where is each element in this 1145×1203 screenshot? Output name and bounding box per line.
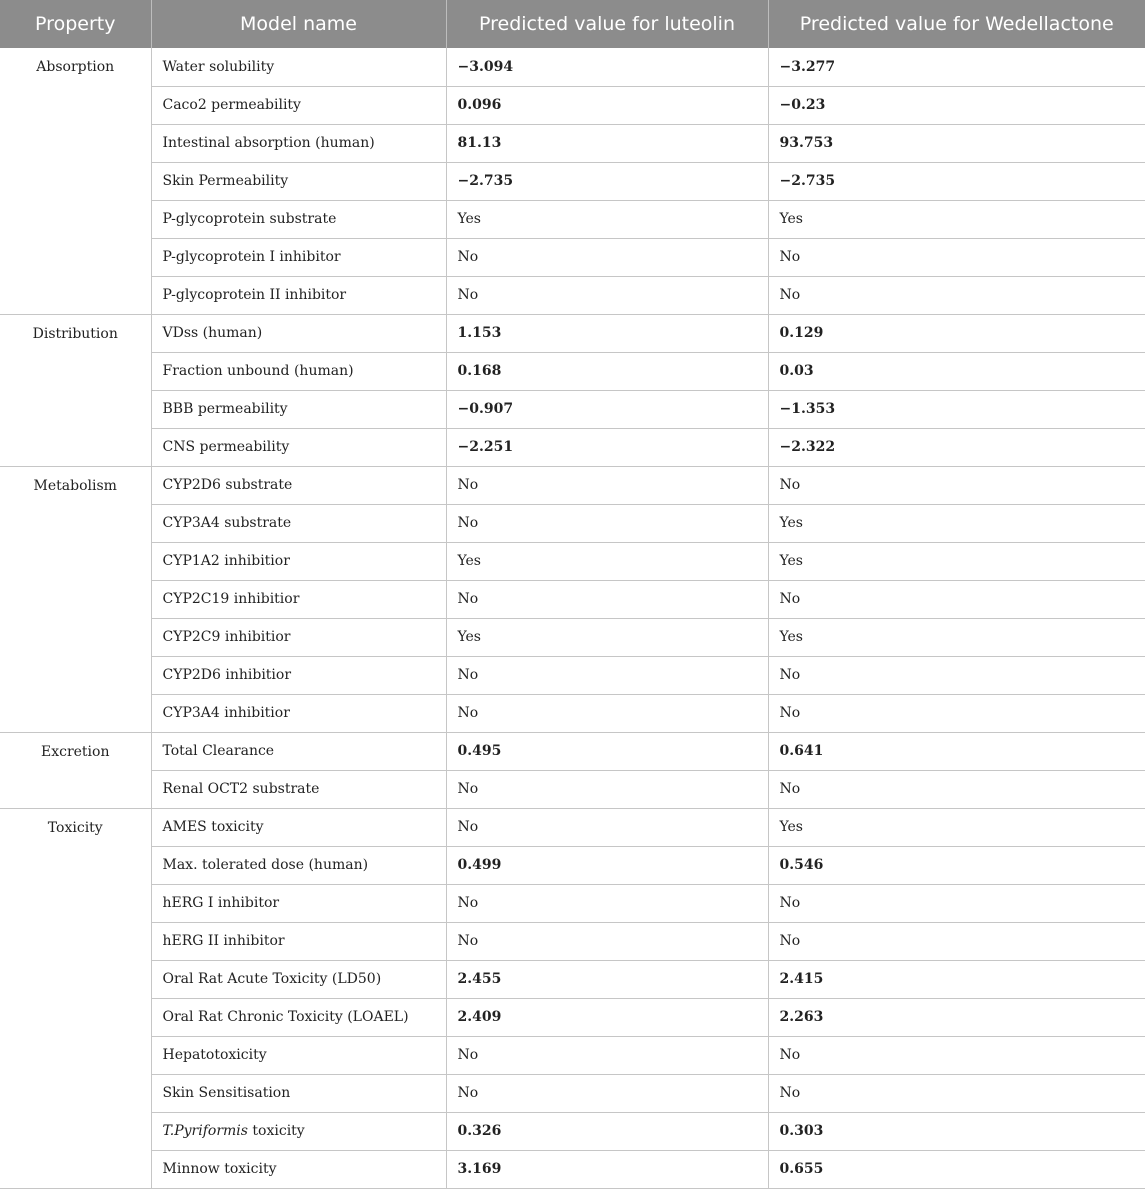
wedellactone-value-cell: 0.641 bbox=[768, 732, 1145, 770]
table-row bbox=[0, 1036, 1145, 1074]
wedellactone-value-cell: 0.129 bbox=[768, 314, 1145, 352]
luteolin-value-cell: 3.169 bbox=[446, 1150, 768, 1188]
wedellactone-value-cell: 93.753 bbox=[768, 124, 1145, 162]
luteolin-value-cell: −0.907 bbox=[446, 390, 768, 428]
model-name-cell: hERG I inhibitor bbox=[151, 884, 446, 922]
luteolin-value-cell: No bbox=[446, 1074, 768, 1112]
model-name-cell: Hepatotoxicity bbox=[151, 1036, 446, 1074]
luteolin-value-cell: No bbox=[446, 770, 768, 808]
model-name-cell: Intestinal absorption (human) bbox=[151, 124, 446, 162]
model-name-cell: VDss (human) bbox=[151, 314, 446, 352]
property-cell: Metabolism bbox=[0, 466, 151, 732]
table-row bbox=[0, 694, 1145, 732]
model-name-cell: Oral Rat Chronic Toxicity (LOAEL) bbox=[151, 998, 446, 1036]
luteolin-value-cell: 0.326 bbox=[446, 1112, 768, 1150]
wedellactone-value-cell: −2.735 bbox=[768, 162, 1145, 200]
model-name-cell: Skin Sensitisation bbox=[151, 1074, 446, 1112]
table-row bbox=[0, 732, 1145, 770]
header-row bbox=[0, 0, 1145, 48]
model-name-cell: Water solubility bbox=[151, 48, 446, 86]
luteolin-value-cell: 2.409 bbox=[446, 998, 768, 1036]
wedellactone-value-cell: Yes bbox=[768, 808, 1145, 846]
luteolin-value-cell: No bbox=[446, 884, 768, 922]
model-name-cell: CYP3A4 inhibitior bbox=[151, 694, 446, 732]
luteolin-value-cell: 1.153 bbox=[446, 314, 768, 352]
wedellactone-value-cell: No bbox=[768, 884, 1145, 922]
model-name-cell: Caco2 permeability bbox=[151, 86, 446, 124]
wedellactone-value-cell: Yes bbox=[768, 618, 1145, 656]
wedellactone-value-cell: Yes bbox=[768, 200, 1145, 238]
table-row bbox=[0, 1074, 1145, 1112]
header-property: Property bbox=[0, 0, 151, 48]
luteolin-value-cell: Yes bbox=[446, 542, 768, 580]
table-row bbox=[0, 428, 1145, 466]
property-cell: Distribution bbox=[0, 314, 151, 466]
luteolin-value-cell: No bbox=[446, 504, 768, 542]
wedellactone-value-cell: No bbox=[768, 466, 1145, 504]
luteolin-value-cell: 0.499 bbox=[446, 846, 768, 884]
wedellactone-value-cell: 2.415 bbox=[768, 960, 1145, 998]
property-cell: Absorption bbox=[0, 48, 151, 314]
table-row bbox=[0, 618, 1145, 656]
wedellactone-value-cell: No bbox=[768, 694, 1145, 732]
luteolin-value-cell: −3.094 bbox=[446, 48, 768, 86]
luteolin-value-cell: 0.495 bbox=[446, 732, 768, 770]
wedellactone-value-cell: −3.277 bbox=[768, 48, 1145, 86]
wedellactone-value-cell: Yes bbox=[768, 542, 1145, 580]
wedellactone-value-cell: −1.353 bbox=[768, 390, 1145, 428]
table-row bbox=[0, 390, 1145, 428]
luteolin-value-cell: 2.455 bbox=[446, 960, 768, 998]
wedellactone-value-cell: −0.23 bbox=[768, 86, 1145, 124]
model-name-cell: BBB permeability bbox=[151, 390, 446, 428]
wedellactone-value-cell: Yes bbox=[768, 504, 1145, 542]
luteolin-value-cell: No bbox=[446, 808, 768, 846]
table-row bbox=[0, 504, 1145, 542]
table-row bbox=[0, 1112, 1145, 1150]
luteolin-value-cell: Yes bbox=[446, 618, 768, 656]
luteolin-value-cell: 0.168 bbox=[446, 352, 768, 390]
model-name-cell: Fraction unbound (human) bbox=[151, 352, 446, 390]
table-row bbox=[0, 276, 1145, 314]
property-cell: Toxicity bbox=[0, 808, 151, 1188]
luteolin-value-cell: No bbox=[446, 656, 768, 694]
model-name-cell: CYP2C9 inhibitior bbox=[151, 618, 446, 656]
luteolin-value-cell: No bbox=[446, 694, 768, 732]
model-name-cell bbox=[151, 1112, 446, 1150]
header-wedellactone: Predicted value for Wedellactone bbox=[768, 0, 1145, 48]
model-name-italic: T.Pyriformis bbox=[162, 1123, 248, 1139]
model-name-cell: hERG II inhibitor bbox=[151, 922, 446, 960]
model-name-cell: CNS permeability bbox=[151, 428, 446, 466]
luteolin-value-cell: Yes bbox=[446, 200, 768, 238]
luteolin-value-cell: −2.735 bbox=[446, 162, 768, 200]
table-row bbox=[0, 580, 1145, 618]
model-name-cell: CYP2C19 inhibitior bbox=[151, 580, 446, 618]
wedellactone-value-cell: No bbox=[768, 580, 1145, 618]
table-row bbox=[0, 808, 1145, 846]
table-row bbox=[0, 162, 1145, 200]
model-name-cell: Minnow toxicity bbox=[151, 1150, 446, 1188]
model-name-cell: AMES toxicity bbox=[151, 808, 446, 846]
header-model-name: Model name bbox=[151, 0, 446, 48]
wedellactone-value-cell: No bbox=[768, 770, 1145, 808]
wedellactone-value-cell: 0.03 bbox=[768, 352, 1145, 390]
luteolin-value-cell: No bbox=[446, 276, 768, 314]
luteolin-value-cell: No bbox=[446, 580, 768, 618]
wedellactone-value-cell: 0.303 bbox=[768, 1112, 1145, 1150]
wedellactone-value-cell: No bbox=[768, 1074, 1145, 1112]
luteolin-value-cell: 81.13 bbox=[446, 124, 768, 162]
table-header bbox=[0, 0, 1145, 48]
model-name-cell: Max. tolerated dose (human) bbox=[151, 846, 446, 884]
table-body bbox=[0, 48, 1145, 1188]
table-row bbox=[0, 238, 1145, 276]
wedellactone-value-cell: No bbox=[768, 1036, 1145, 1074]
table-row bbox=[0, 314, 1145, 352]
luteolin-value-cell: No bbox=[446, 1036, 768, 1074]
table-row bbox=[0, 466, 1145, 504]
model-name-rest: toxicity bbox=[247, 1123, 305, 1139]
model-name-cell: Skin Permeability bbox=[151, 162, 446, 200]
table-row bbox=[0, 922, 1145, 960]
table-row bbox=[0, 884, 1145, 922]
table-row bbox=[0, 124, 1145, 162]
model-name-cell: Oral Rat Acute Toxicity (LD50) bbox=[151, 960, 446, 998]
table-row bbox=[0, 960, 1145, 998]
luteolin-value-cell: 0.096 bbox=[446, 86, 768, 124]
table-row bbox=[0, 770, 1145, 808]
table-row bbox=[0, 352, 1145, 390]
wedellactone-value-cell: No bbox=[768, 276, 1145, 314]
wedellactone-value-cell: 0.546 bbox=[768, 846, 1145, 884]
model-name-cell: CYP2D6 substrate bbox=[151, 466, 446, 504]
table-row bbox=[0, 200, 1145, 238]
model-name-cell: CYP1A2 inhibitior bbox=[151, 542, 446, 580]
wedellactone-value-cell: 0.655 bbox=[768, 1150, 1145, 1188]
header-luteolin: Predicted value for luteolin bbox=[446, 0, 768, 48]
model-name-cell: Total Clearance bbox=[151, 732, 446, 770]
table-row bbox=[0, 656, 1145, 694]
model-name-cell: Renal OCT2 substrate bbox=[151, 770, 446, 808]
wedellactone-value-cell: −2.322 bbox=[768, 428, 1145, 466]
property-cell: Excretion bbox=[0, 732, 151, 808]
luteolin-value-cell: No bbox=[446, 922, 768, 960]
table-row bbox=[0, 542, 1145, 580]
table-row bbox=[0, 48, 1145, 86]
luteolin-value-cell: No bbox=[446, 466, 768, 504]
table-row bbox=[0, 1150, 1145, 1188]
table-row bbox=[0, 998, 1145, 1036]
model-name-cell: P-glycoprotein substrate bbox=[151, 200, 446, 238]
model-name-cell: P-glycoprotein II inhibitor bbox=[151, 276, 446, 314]
wedellactone-value-cell: No bbox=[768, 922, 1145, 960]
table-row bbox=[0, 846, 1145, 884]
wedellactone-value-cell: No bbox=[768, 656, 1145, 694]
model-name-cell: CYP2D6 inhibitior bbox=[151, 656, 446, 694]
wedellactone-value-cell: 2.263 bbox=[768, 998, 1145, 1036]
luteolin-value-cell: No bbox=[446, 238, 768, 276]
luteolin-value-cell: −2.251 bbox=[446, 428, 768, 466]
wedellactone-value-cell: No bbox=[768, 238, 1145, 276]
model-name-cell: CYP3A4 substrate bbox=[151, 504, 446, 542]
table-row bbox=[0, 86, 1145, 124]
model-name-cell: P-glycoprotein I inhibitor bbox=[151, 238, 446, 276]
